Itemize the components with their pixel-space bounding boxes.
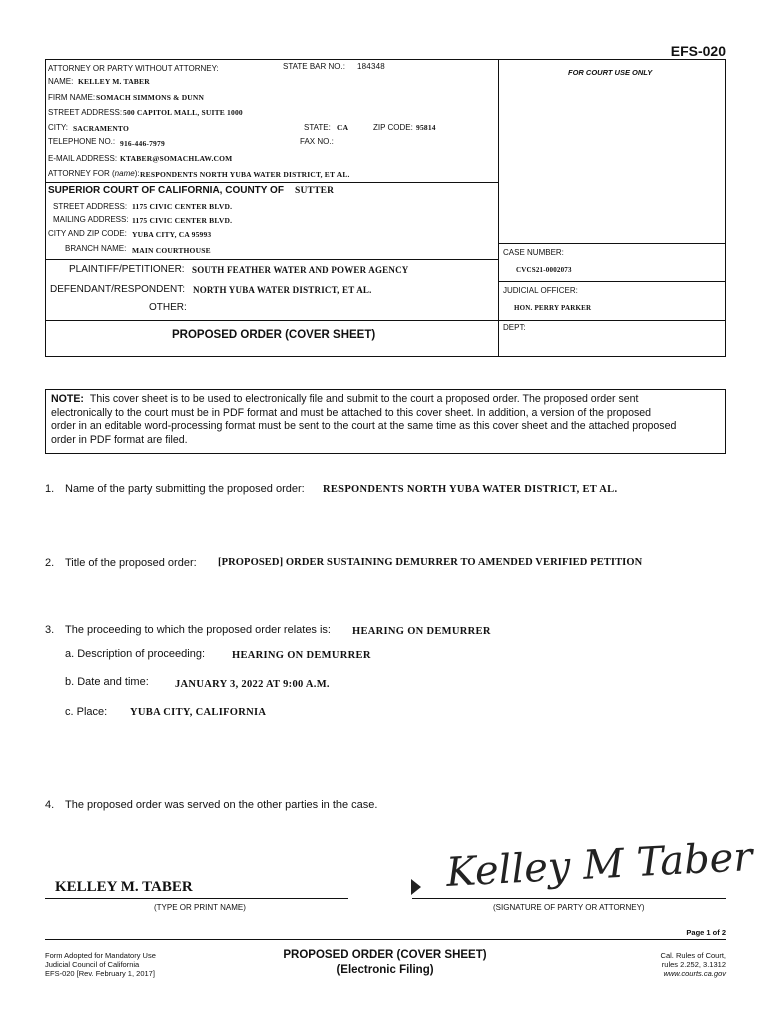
footer-left-3: EFS-020 [Rev. February 1, 2017]	[45, 969, 155, 978]
item-2-number: 2.	[45, 557, 55, 569]
item-1-label: Name of the party submitting the proposed order:	[65, 483, 305, 495]
footer-left-2: Judicial Council of California	[45, 960, 140, 969]
state-value: CA	[337, 123, 349, 132]
zip-label: ZIP CODE:	[373, 123, 413, 132]
item-4-number: 4.	[45, 799, 55, 811]
court-heading: SUPERIOR COURT OF CALIFORNIA, COUNTY OF	[48, 185, 284, 196]
printed-name: KELLEY M. TABER	[55, 879, 193, 895]
item-3-label: The proceeding to which the proposed order relates is:	[65, 624, 331, 636]
phone-value: 916-446-7979	[120, 139, 165, 148]
note-line-4: order in PDF format are filed.	[51, 433, 188, 446]
attorney-for-label-a: ATTORNEY FOR (	[48, 169, 115, 178]
item-3a-value: HEARING ON DEMURRER	[232, 650, 371, 661]
defendant-label: DEFENDANT/RESPONDENT:	[50, 284, 186, 295]
court-use-label: FOR COURT USE ONLY	[568, 68, 653, 77]
court-branch-value: MAIN COURTHOUSE	[132, 246, 211, 255]
attorney-for-value: RESPONDENTS NORTH YUBA WATER DISTRICT, ET AL.	[140, 170, 350, 179]
note-text	[51, 393, 723, 447]
note-label: NOTE:	[51, 393, 84, 405]
name-line	[45, 898, 348, 899]
parties-title-divider	[45, 320, 726, 321]
note-line-3: order in an editable word-processing format must be sent to the court at the same time as this cover sheet and the attached proposed	[51, 420, 677, 432]
name-value: KELLEY M. TABER	[78, 77, 150, 86]
footer-center-1: PROPOSED ORDER (COVER SHEET)	[283, 949, 487, 961]
fax-label: FAX NO.:	[300, 137, 334, 146]
note-line-1-text: This cover sheet is to be used to electronically file and submit to the court a proposed order. The proposed order sent	[89, 393, 639, 405]
footer-left-1: Form Adopted for Mandatory Use	[45, 951, 156, 960]
court-parties-divider	[45, 259, 499, 260]
court-branch-label: BRANCH NAME:	[65, 244, 127, 253]
item-3-number: 3.	[45, 624, 55, 636]
defendant-value: NORTH YUBA WATER DISTRICT, ET AL.	[193, 285, 372, 295]
street-value: 500 CAPITOL MALL, SUITE 1000	[123, 108, 243, 117]
item-4-label: The proposed order was served on the other parties in the case.	[65, 799, 378, 811]
case-number-value: CVCS21-0002073	[516, 266, 572, 274]
attorney-court-divider	[45, 182, 499, 183]
email-label: E-MAIL ADDRESS:	[48, 154, 118, 163]
attorney-for-label-b: name	[114, 169, 135, 178]
attorney-for-label	[48, 169, 140, 178]
item-3a-label: a. Description of proceeding:	[65, 648, 206, 660]
judicial-top-line	[498, 281, 726, 282]
signature-label: (SIGNATURE OF PARTY OR ATTORNEY)	[493, 903, 645, 912]
city-value: SACRAMENTO	[73, 124, 130, 133]
name-label: NAME:	[48, 77, 74, 86]
phone-label: TELEPHONE NO.:	[48, 137, 116, 146]
court-mailing-value: 1175 CIVIC CENTER BLVD.	[132, 216, 233, 225]
item-3b-label: b. Date and time:	[65, 676, 149, 688]
footer-line	[45, 939, 726, 940]
footer-left	[45, 951, 156, 978]
form-title: PROPOSED ORDER (COVER SHEET)	[172, 329, 376, 341]
footer-right-2: rules 2.252, 3.1312	[661, 960, 726, 969]
court-cityzip-label: CITY AND ZIP CODE:	[48, 229, 127, 238]
page-number: Page 1 of 2	[686, 928, 726, 937]
item-3b-value: JANUARY 3, 2022 AT 9:00 A.M.	[175, 679, 330, 690]
column-divider	[498, 59, 499, 357]
plaintiff-value: SOUTH FEATHER WATER AND POWER AGENCY	[192, 265, 409, 275]
attorney-for-label-c: ):	[134, 169, 140, 178]
item-3c-label: c. Place:	[65, 706, 108, 718]
note-line-1	[51, 393, 723, 407]
item-2-value: [PROPOSED] ORDER SUSTAINING DEMURRER TO AMENDED VERIFIED PETITION	[218, 557, 643, 568]
footer-right-1: Cal. Rules of Court,	[660, 951, 726, 960]
court-county: SUTTER	[295, 186, 335, 196]
handwritten-signature: Kelley M Taber	[445, 834, 754, 896]
form-code: EFS-020	[670, 43, 726, 59]
footer-center	[265, 948, 505, 978]
footer-center-2: (Electronic Filing)	[336, 964, 434, 976]
city-label: CITY:	[48, 123, 69, 132]
footer-right	[661, 951, 726, 978]
court-cityzip-value: YUBA CITY, CA 95993	[132, 230, 212, 239]
dept-label: DEPT:	[503, 323, 526, 332]
item-2-label: Title of the proposed order:	[65, 557, 197, 569]
other-label: OTHER:	[149, 302, 187, 313]
court-street-label: STREET ADDRESS:	[53, 202, 128, 211]
case-number-top-line	[498, 243, 726, 244]
zip-value: 95814	[416, 123, 436, 132]
signature-arrow-icon	[411, 879, 421, 895]
court-street-value: 1175 CIVIC CENTER BLVD.	[132, 202, 233, 211]
item-3-value: HEARING ON DEMURRER	[352, 626, 491, 637]
state-bar-label: STATE BAR NO.:	[283, 62, 345, 71]
item-1-number: 1.	[45, 483, 55, 495]
email-value: KTABER@SOMACHLAW.COM	[120, 154, 233, 163]
judicial-label: JUDICIAL OFFICER:	[503, 286, 578, 295]
state-label: STATE:	[304, 123, 331, 132]
firm-label: FIRM NAME:	[48, 93, 96, 102]
state-bar-value: 184348	[357, 62, 385, 71]
court-mailing-label: MAILING ADDRESS:	[53, 215, 129, 224]
judicial-value: HON. PERRY PARKER	[514, 304, 592, 312]
footer-right-3: www.courts.ca.gov	[663, 969, 726, 978]
plaintiff-label: PLAINTIFF/PETITIONER:	[69, 264, 185, 275]
attorney-header-label: ATTORNEY OR PARTY WITHOUT ATTORNEY:	[48, 64, 219, 73]
note-line-2: electronically to the court must be in PDF format and must be attached to this cover sheet. In addition, a version of the proposed	[51, 406, 652, 419]
street-label: STREET ADDRESS:	[48, 108, 123, 117]
firm-value: SOMACH SIMMONS & DUNN	[96, 93, 205, 102]
type-print-label: (TYPE OR PRINT NAME)	[154, 903, 246, 912]
case-number-label: CASE NUMBER:	[503, 248, 564, 257]
item-1-value: RESPONDENTS NORTH YUBA WATER DISTRICT, ET AL.	[323, 484, 618, 495]
item-3c-value: YUBA CITY, CALIFORNIA	[130, 707, 267, 718]
signature-line	[412, 898, 726, 899]
